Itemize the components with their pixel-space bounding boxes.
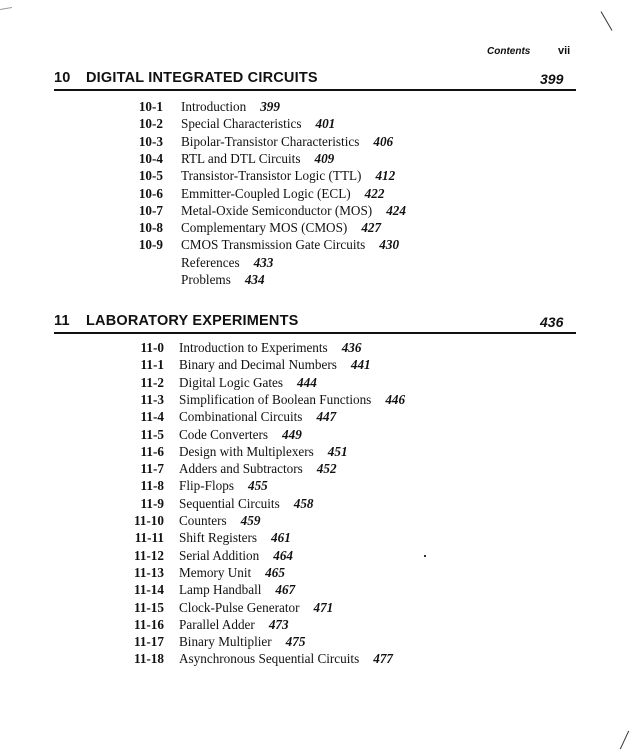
toc-entry[interactable] (0, 443, 638, 460)
toc-entry-section-number: 11-0 (140, 340, 164, 355)
toc-entry[interactable] (0, 150, 638, 167)
toc-entry-title: Transistor-Transistor Logic (TTL) (181, 168, 362, 184)
toc-entry-section-number: 10-4 (138, 150, 163, 166)
toc-entry-title: RTL and DTL Circuits (181, 150, 301, 166)
toc-entry-title: Complementary MOS (CMOS) (181, 220, 348, 236)
toc-entry-title: Emmitter-Coupled Logic (ECL) (181, 185, 351, 201)
toc-entry-page: 459 (240, 513, 261, 528)
toc-entry[interactable] (0, 236, 638, 253)
toc-entry[interactable] (0, 356, 638, 373)
toc-entry-section-number: 11-8 (140, 478, 164, 494)
toc-entry-section-number: 10-6 (138, 185, 163, 201)
toc-entry-title: Bipolar-Transistor Characteristics (181, 133, 360, 149)
toc-entry[interactable] (0, 650, 638, 667)
toc-entry[interactable] (0, 98, 638, 115)
toc-entry[interactable] (0, 547, 638, 564)
toc-entry[interactable] (0, 581, 638, 598)
toc-entry-page: 444 (297, 374, 317, 390)
toc-entry-page: 441 (350, 357, 371, 373)
chapter-10-number: 10 (54, 70, 71, 86)
scan-mark-top-left (0, 7, 12, 10)
toc-entry-page: 464 (273, 547, 294, 563)
toc-entry-page: 436 (341, 340, 362, 355)
toc-entry-title: Problems (181, 272, 231, 287)
toc-entry-page: 458 (293, 495, 314, 511)
toc-entry[interactable] (0, 391, 638, 408)
toc-entry-page: 447 (316, 409, 337, 425)
toc-entry-title: Flip-Flops (179, 478, 234, 494)
running-header-page-number: vii (558, 45, 571, 57)
toc-entry-page: 409 (314, 150, 335, 166)
toc-entry-title: Serial Addition (179, 547, 260, 563)
toc-entry-page: 475 (285, 634, 306, 650)
toc-entry-section-number: 10-5 (138, 168, 163, 184)
toc-entry-page: 427 (361, 220, 382, 236)
toc-entry-title: Binary Multiplier (179, 634, 272, 650)
toc-entry[interactable] (0, 564, 638, 581)
toc-entry-section-number: 11-7 (140, 461, 164, 477)
toc-entry-page: 406 (373, 133, 394, 149)
toc-entry-page: 446 (385, 391, 406, 407)
toc-entry[interactable] (0, 512, 638, 529)
toc-entry[interactable] (0, 219, 638, 236)
toc-entry-section-number: 11-17 (133, 634, 164, 650)
toc-entry[interactable] (0, 374, 638, 391)
toc-entry-section-number: 11-13 (133, 564, 164, 580)
toc-entry-page: 399 (260, 99, 280, 114)
chapter-11-number: 11 (54, 313, 70, 329)
toc-entry-section-number: 11-4 (140, 409, 164, 425)
toc-entry-page: 455 (247, 478, 268, 494)
toc-entry-section-number: 11-6 (140, 443, 164, 459)
toc-entry-title: Introduction to Experiments (179, 340, 328, 355)
toc-entry-page: 433 (253, 254, 274, 270)
toc-entry-section-number: 10-2 (138, 116, 163, 132)
toc-entry[interactable] (0, 202, 638, 219)
toc-entry[interactable] (0, 271, 638, 288)
scan-mark-bottom-right (620, 731, 629, 750)
toc-entry-section-number: 11-14 (133, 582, 164, 598)
toc-entry-section-number: 10-9 (138, 237, 163, 253)
toc-entry-page: 434 (244, 272, 265, 287)
toc-entry-title: Metal-Oxide Semiconductor (MOS) (181, 202, 373, 218)
toc-entry-page: 449 (282, 426, 302, 442)
toc-entry-page: 430 (379, 237, 400, 253)
toc-entry-section-number: 11-18 (133, 651, 164, 667)
toc-entry-title: Memory Unit (179, 564, 252, 580)
toc-entry-section-number: 10-7 (138, 202, 163, 218)
toc-entry-title: Clock-Pulse Generator (179, 599, 300, 615)
toc-entry[interactable] (0, 115, 638, 132)
toc-entry-page: 452 (316, 461, 337, 477)
toc-entry-section-number: 11-3 (140, 391, 164, 407)
toc-entry[interactable] (0, 633, 638, 650)
toc-entry-section-number: 11-5 (140, 426, 164, 442)
toc-entry-page: 451 (327, 443, 348, 459)
toc-entry[interactable] (0, 426, 638, 443)
toc-entry-title: Code Converters (179, 426, 268, 442)
toc-entry-page: 424 (386, 202, 406, 218)
toc-entry-title: Binary and Decimal Numbers (179, 357, 337, 373)
scan-speck (424, 555, 426, 557)
toc-entry-page: 401 (315, 116, 336, 132)
toc-entry-section-number: 11-11 (134, 530, 164, 546)
toc-entry-section-number: 11-1 (140, 357, 164, 373)
chapter-11-title[interactable]: LABORATORY EXPERIMENTS (86, 313, 299, 329)
toc-entry-title: Adders and Subtractors (179, 461, 303, 477)
toc-entry[interactable] (0, 339, 638, 356)
toc-entry-title: Shift Registers (179, 530, 258, 546)
running-header-contents: Contents (487, 46, 531, 57)
toc-entry[interactable] (0, 529, 638, 546)
toc-entry[interactable] (0, 254, 638, 271)
toc-entry-page: 473 (268, 616, 289, 632)
toc-entry-title: Sequential Circuits (179, 495, 280, 511)
toc-entry-page: 471 (313, 599, 334, 615)
toc-entry[interactable] (0, 185, 638, 202)
toc-entry-title: Parallel Adder (179, 616, 255, 632)
toc-entry[interactable] (0, 167, 638, 184)
chapter-11-rule (54, 332, 576, 334)
chapter-10-title[interactable]: DIGITAL INTEGRATED CIRCUITS (86, 70, 318, 86)
chapter-11-page[interactable]: 436 (540, 314, 564, 330)
toc-entry-title: Counters (179, 513, 227, 528)
toc-entry-page: 422 (364, 185, 385, 201)
toc-entry[interactable] (0, 460, 638, 477)
toc-entry[interactable] (0, 477, 638, 494)
toc-entry-section-number: 11-2 (140, 374, 164, 390)
toc-entry-page: 412 (375, 168, 396, 184)
chapter-10-rule (54, 89, 576, 91)
toc-entry-page: 461 (271, 530, 291, 546)
toc-entry-section-number: 11-15 (133, 599, 164, 615)
toc-entry-title: Simplification of Boolean Functions (179, 391, 372, 407)
toc-entry-title: Asynchronous Sequential Circuits (179, 651, 360, 667)
toc-entry-section-number: 11-10 (133, 513, 164, 528)
scan-mark-top-right (601, 11, 613, 31)
toc-entry[interactable] (0, 495, 638, 512)
toc-entry-title: Introduction (181, 99, 247, 114)
toc-entry-section-number: 11-12 (133, 547, 164, 563)
toc-entry-title: Special Characteristics (181, 116, 302, 132)
toc-entry-page: 477 (373, 651, 393, 667)
toc-entry[interactable] (0, 408, 638, 425)
toc-entry[interactable] (0, 599, 638, 616)
toc-entry-title: Combinational Circuits (179, 409, 303, 425)
toc-entry-title: Design with Multiplexers (179, 443, 314, 459)
toc-entry-page: 467 (275, 582, 296, 598)
toc-entry-section-number: 11-9 (140, 495, 164, 511)
toc-entry-section-number: 10-1 (138, 99, 163, 114)
toc-entry-title: CMOS Transmission Gate Circuits (181, 237, 366, 253)
toc-entry-page: 465 (265, 564, 285, 580)
toc-entry-section-number: 10-3 (138, 133, 163, 149)
toc-entry-section-number: 11-16 (133, 616, 164, 632)
toc-entry-title: References (181, 254, 240, 270)
toc-entry-title: Lamp Handball (179, 582, 262, 598)
toc-entry[interactable] (0, 133, 638, 150)
toc-entry-title: Digital Logic Gates (179, 374, 284, 390)
toc-entry[interactable] (0, 616, 638, 633)
chapter-10-page[interactable]: 399 (540, 71, 564, 87)
toc-entry-section-number: 10-8 (138, 220, 163, 236)
